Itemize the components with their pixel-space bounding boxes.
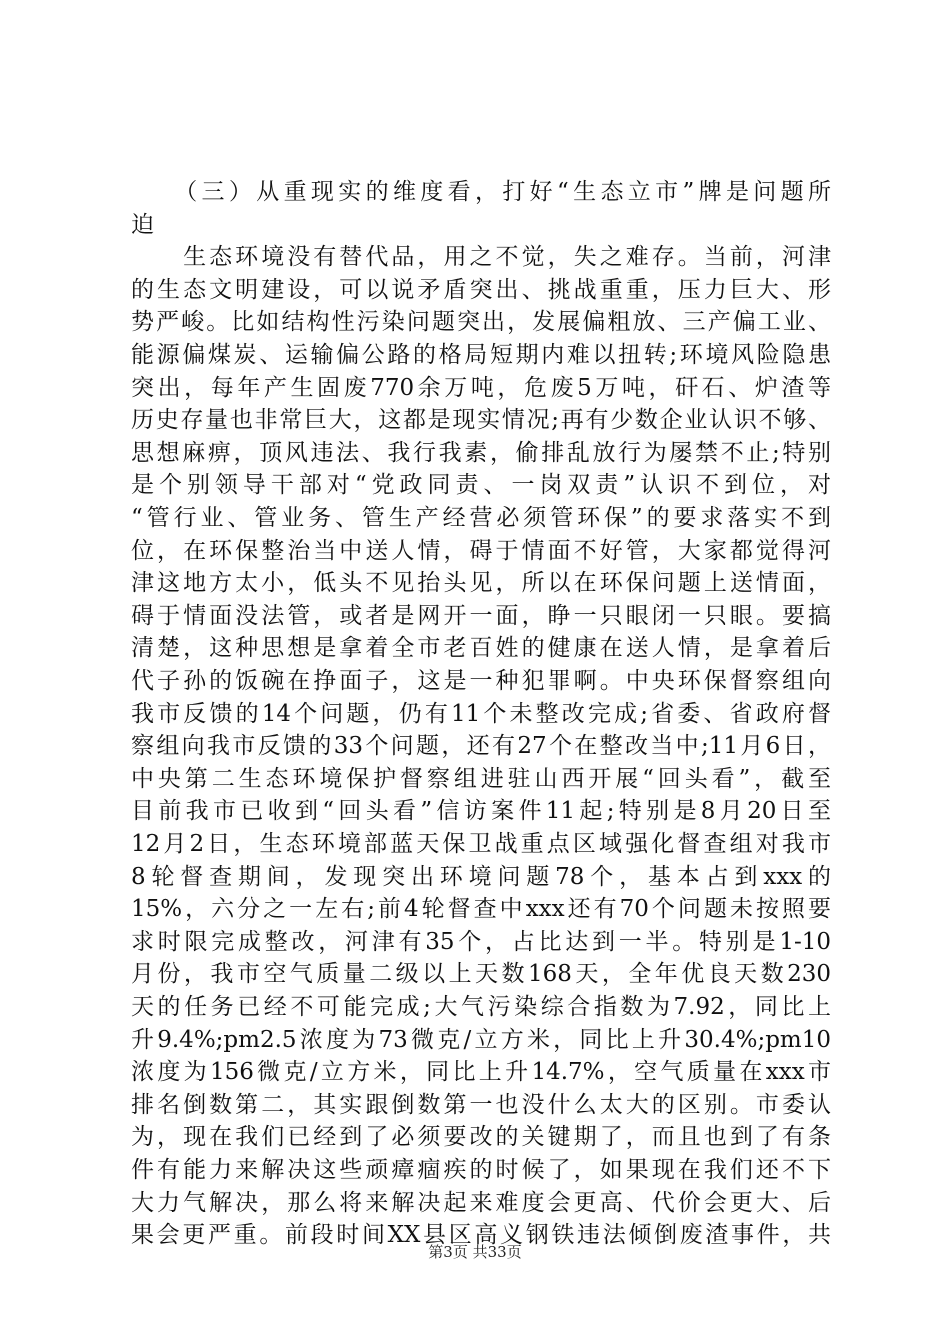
text-line: 能源偏煤炭、运输偏公路的格局短期内难以扭转;环境风险隐患 [131,342,831,368]
text-line: 津这地方太小，低头不见抬头见，所以在环保问题上送情面， [131,570,831,597]
text-line: 碍于情面没法管，或者是网开一面，睁一只眼闭一只眼。要搞 [131,602,831,629]
text-line: 察组向我市反馈的33个问题，还有27个在整改当中;11月6日， [131,733,831,760]
text-line: 势严峻。比如结构性污染问题突出，发展偏粗放、三产偏工业、 [131,309,831,336]
text-line: 生态环境没有替代品，用之不觉，失之难存。当前，河津 [131,244,831,271]
text-line: 是个别领导干部对“党政同责、一岗双责”认识不到位，对 [131,472,831,499]
text-line: 清楚，这种思想是拿着全市老百姓的健康在送人情，是拿着后 [131,635,831,662]
text-line: 浓度为156微克/立方米，同比上升14.7%，空气质量在xxx市 [131,1059,831,1086]
text-line: 天的任务已经不可能完成;大气污染综合指数为7.92，同比上 [131,994,831,1020]
text-line: 目前我市已收到“回头看”信访案件11起;特别是8月20日至 [131,798,831,825]
text-line: 思想麻痹，顶风违法、我行我素，偷排乱放行为屡禁不止;特别 [131,439,831,466]
text-line: “管行业、管业务、管生产经营必须管环保”的要求落实不到 [131,505,831,531]
text-line: 中央第二生态环境保护督察组进驻山西开展“回头看”，截至 [131,765,831,792]
text-line: 的生态文明建设，可以说矛盾突出、挑战重重，压力巨大、形 [131,276,831,303]
text-line: （三）从重现实的维度看，打好“生态立市”牌是问题所 [131,179,831,205]
text-line: 代子孙的饭碗在挣面子，这是一种犯罪啊。中央环保督察组向 [131,668,831,694]
text-line: 我市反馈的14个问题，仍有11个未整改完成;省委、省政府督 [131,700,831,727]
text-line: 排名倒数第二，其实跟倒数第一也没什么太大的区别。市委认 [131,1091,831,1118]
text-line: 升9.4%;pm2.5浓度为73微克/立方米，同比上升30.4%;pm10 [131,1026,831,1053]
text-line: 8轮督查期间，发现突出环境问题78个，基本占到xxx的 [131,863,831,890]
text-line: 月份，我市空气质量二级以上天数168天，全年优良天数230 [131,961,831,988]
text-line: 15%，六分之一左右;前4轮督查中xxx还有70个问题未按照要 [131,896,831,923]
text-line: 果会更严重。前段时间XX县区高义钢铁违法倾倒废渣事件，共 [131,1222,831,1249]
page-footer: 第3页 共33页 [428,1243,522,1261]
text-line: 12月2日，生态环境部蓝天保卫战重点区域强化督查组对我市 [131,831,831,857]
text-line: 为，现在我们已经到了必须要改的关键期了，而且也到了有条 [131,1124,831,1151]
text-line: 求时限完成整改，河津有35个，占比达到一半。特别是1-10 [131,928,831,955]
text-line: 突出，每年产生固废770余万吨，危废5万吨，矸石、炉渣等 [131,374,831,401]
text-line: 历史存量也非常巨大，这都是现实情况;再有少数企业认识不够、 [131,407,831,434]
text-line: 件有能力来解决这些顽瘴痼疾的时候了，如果现在我们还不下 [131,1157,831,1183]
text-line: 大力气解决，那么将来解决起来难度会更高、代价会更大、后 [131,1189,831,1216]
text-line: 迫 [131,211,154,238]
text-line: 位，在环保整治当中送人情，碍于情面不好管，大家都觉得河 [131,537,831,564]
